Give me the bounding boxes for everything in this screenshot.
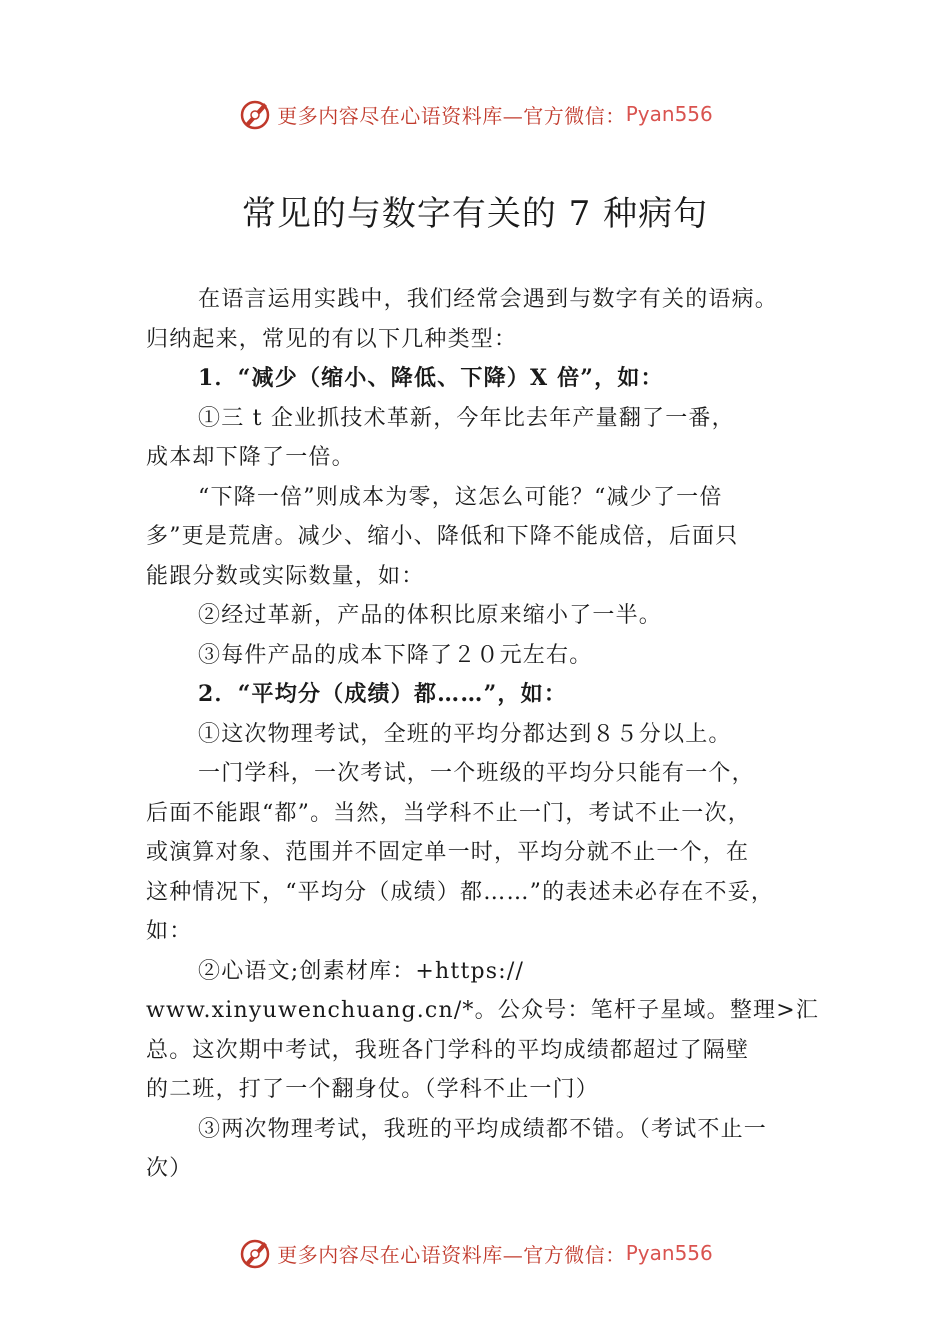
body-line: 次） [146,1156,193,1181]
wechat-id: Pyan556 [625,102,713,126]
article-body [146,280,836,1189]
body-line: 如： [146,919,193,944]
body-line: ③每件产品的成本下降了２０元左右。 [198,642,593,668]
wechat-id: Pyan556 [625,1241,713,1265]
banner-text: 更多内容尽在心语资料库—官方微信： [277,1242,626,1267]
body-line: ①这次物理考试，全班的平均分都达到８５分以上。 [198,721,732,747]
body-line: ①三 t 企业抓技术革新，今年比去年产量翻了一番， [198,405,735,431]
section-heading: 2．“平均分（成绩）都……”，如： [198,681,568,707]
body-line: 在语言运用实践中，我们经常会遇到与数字有关的语病。 [198,287,779,312]
pen-emblem-icon [237,96,273,132]
footer-banner [0,1233,950,1273]
banner-text: 更多内容尽在心语资料库—官方微信： [277,103,626,128]
body-line: 后面不能跟“都”。当然，当学科不止一门，考试不止一次， [146,800,751,826]
body-line: 的二班，打了一个翻身仗。（学科不止一门） [146,1077,600,1102]
body-line: ②经过革新，产品的体积比原来缩小了一半。 [198,603,663,628]
body-line: 总。这次期中考试，我班各门学科的平均成绩都超过了隔壁 [146,1037,750,1063]
body-line: ③两次物理考试，我班的平均成绩都不错。（考试不止一 [198,1116,768,1142]
body-line: 一门学科，一次考试，一个班级的平均分只能有一个， [198,761,755,786]
body-line: 多”更是荒唐。减少、缩小、降低和下降不能成倍，后面只 [146,524,739,549]
body-line: www.xinyuwenchuang.cn/*。公众号：笔杆子星域。整理>汇 [146,998,820,1023]
body-line: 或演算对象、范围并不固定单一时，平均分就不止一个，在 [146,840,750,865]
body-line: “下降一倍”则成本为零，这怎么可能？“减少了一倍 [198,484,723,510]
body-line: ②心语文;创素材库：+https:// [198,958,525,984]
body-line: 能跟分数或实际数量，如： [146,563,425,589]
section-heading: 1．“减少（缩小、降低、下降）X 倍”，如： [198,365,664,391]
pen-emblem-icon [237,1235,273,1271]
body-line: 归纳起来，常见的有以下几种类型： [146,326,518,352]
body-line: 这种情况下，“平均分（成绩）都……”的表述未必存在不妥， [146,879,775,905]
header-banner [0,94,950,134]
body-line: 成本却下降了一倍。 [146,445,355,470]
page-title: 常见的与数字有关的 7 种病句 [241,194,709,234]
